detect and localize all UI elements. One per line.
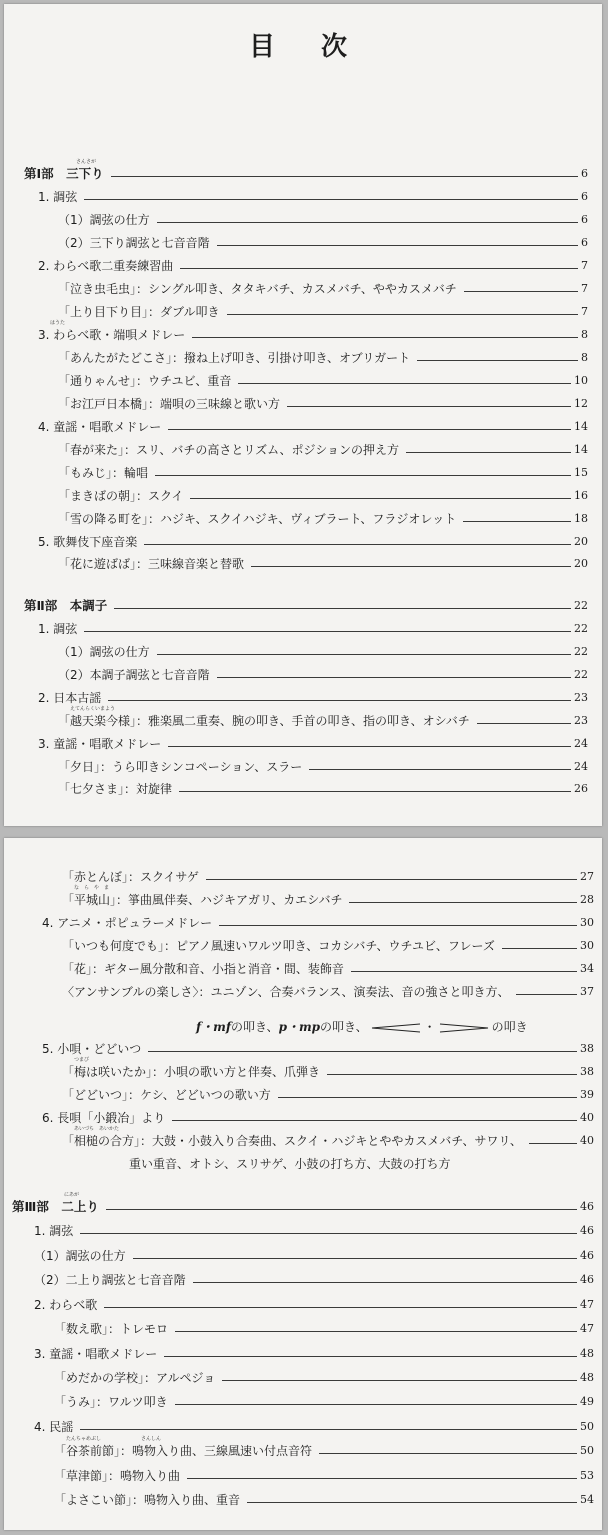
toc-leader-line [192, 337, 578, 338]
toc-entry [54, 1436, 594, 1458]
toc-entry-label: 「相槌の合方」：大鼓・小鼓入り合奏曲、スクイ・ハジキとややカスメバチ、サワリ、 [62, 1134, 522, 1148]
toc-leader-line [148, 1051, 577, 1052]
toc-entry-label: 「草津節」：鳴物入り曲 [54, 1469, 181, 1483]
toc-entry [54, 1395, 594, 1409]
toc-entry-label: （1）調弦の仕方 [58, 645, 150, 659]
toc-leader-line [287, 406, 571, 407]
toc-page-number: 22 [574, 599, 588, 612]
toc-entry-label: 1. 調弦 [38, 190, 78, 204]
toc-page-number: 30 [580, 916, 594, 929]
toc-entry-label: 「うみ」：ワルツ叩き [54, 1395, 168, 1409]
toc-page-number: 23 [574, 714, 588, 727]
toc-leader-line [168, 746, 571, 747]
toc-entry-label: （2）本調子調弦と七音音階 [58, 668, 210, 682]
toc-page-number: 15 [574, 466, 588, 479]
toc-entry [38, 622, 588, 636]
toc-entry-label: 第Ⅱ部 本調子 [24, 598, 108, 613]
toc-page-number: 48 [580, 1371, 594, 1384]
toc-entry [38, 320, 588, 342]
toc-entry [58, 782, 588, 796]
toc-entry [58, 760, 588, 774]
toc-leader-line [175, 1331, 577, 1332]
toc-entry-label: 「夕日」：うら叩きシンコペーション、スラー [58, 760, 303, 774]
toc-leader-line [80, 1429, 577, 1430]
toc-entry-label: 「いつも何度でも」：ピアノ風速いワルツ叩き、コカシバチ、ウチユビ、フレーズ [62, 939, 495, 953]
toc-page-number: 46 [580, 1200, 594, 1213]
toc-leader-line [104, 1307, 577, 1308]
dynamics-text-4: の叩き [491, 1020, 528, 1034]
toc-leader-line [111, 176, 578, 177]
toc-leader-line [180, 268, 578, 269]
toc-page-number: 50 [580, 1444, 594, 1457]
toc-page-number: 46 [580, 1224, 594, 1237]
toc-entry [54, 1469, 594, 1483]
toc-entry [38, 737, 588, 751]
toc-entry [34, 1298, 594, 1312]
toc-leader-line [190, 498, 571, 499]
toc-leader-line [133, 1258, 577, 1259]
toc-leader-line [193, 1282, 577, 1283]
toc-entry-label: 「あんたがたどこさ」：撥ね上げ叩き、引掛け叩き、オブリガート [58, 351, 411, 365]
toc-entry-label: （1）調弦の仕方 [58, 213, 150, 227]
toc-entry [62, 870, 594, 884]
toc-page-number: 38 [580, 1042, 594, 1055]
toc-entry-label: 「もみじ」：輪唱 [58, 466, 149, 480]
toc-entry-label: 第Ⅲ部 二上り [12, 1199, 99, 1214]
toc-leader-line [144, 544, 571, 545]
toc-entry [58, 557, 588, 571]
crescendo-icon [371, 1023, 421, 1033]
toc-page-number: 34 [580, 962, 594, 975]
toc-page-2 [4, 838, 602, 1530]
entry-continuation: 重い重音、オトシ、スリサゲ、小鼓の打ち方、大鼓の打ち方 [129, 1157, 451, 1171]
toc-page-number: 40 [580, 1134, 594, 1147]
toc-entry-label: 4. 童謡・唱歌メドレー [38, 420, 162, 434]
toc-entry-label: 第Ⅰ部 三下り [24, 166, 104, 181]
toc-leader-line [187, 1478, 577, 1479]
toc-part-heading [12, 1192, 594, 1214]
toc-leader-line [278, 1097, 577, 1098]
toc-page-number: 16 [574, 489, 588, 502]
toc-part-heading [24, 159, 588, 181]
f-mf-marking: f・mf [196, 1020, 232, 1034]
toc-entry-label: 「越天楽今様」：雅楽風二重奏、腕の叩き、手首の叩き、指の叩き、オシバチ [58, 714, 470, 728]
toc-entry-label: （1）調弦の仕方 [34, 1249, 126, 1263]
toc-page-number: 24 [574, 737, 588, 750]
toc-page-number: 8 [581, 351, 588, 364]
toc-entry-ruby: あいづち あいかた [74, 1126, 120, 1132]
toc-entry-label: 3. 童謡・唱歌メドレー [38, 737, 162, 751]
toc-leader-line [463, 521, 571, 522]
toc-entry-ruby: はうた [50, 320, 66, 326]
toc-entry [58, 236, 588, 250]
toc-entry [34, 1249, 594, 1263]
toc-leader-line [164, 1356, 577, 1357]
toc-entry [34, 1420, 594, 1434]
toc-leader-line [179, 791, 571, 792]
toc-page-number: 40 [580, 1111, 594, 1124]
toc-leader-line [406, 452, 571, 453]
dynamics-text-1: の叩き、 [231, 1020, 279, 1034]
toc-page-1 [4, 4, 602, 826]
toc-leader-line [222, 1380, 577, 1381]
toc-entry [38, 259, 588, 273]
toc-leader-line [516, 994, 577, 995]
toc-leader-line [217, 245, 578, 246]
toc-entry-ruby: えてんらくいまよう [70, 706, 116, 712]
toc-entry-ruby: つまび [74, 1057, 90, 1063]
toc-page-number: 20 [574, 535, 588, 548]
toc-entry-label: 「めだかの学校」：アルペジョ [54, 1371, 216, 1385]
toc-entry-label: 「梅は咲いたか」：小唄の歌い方と伴奏、爪弾き [62, 1065, 321, 1079]
toc-leader-line [327, 1074, 577, 1075]
toc-page-number: 14 [574, 420, 588, 433]
toc-page-number: 50 [580, 1420, 594, 1433]
toc-entry-label: 1. 調弦 [38, 622, 78, 636]
toc-entry [58, 668, 588, 682]
toc-leader-line [84, 199, 578, 200]
p-mp-marking: p・mp [278, 1020, 321, 1034]
toc-entry [58, 305, 588, 319]
toc-leader-line [251, 566, 571, 567]
toc-page-number: 39 [580, 1088, 594, 1101]
toc-entry-label: 「泣き虫毛虫」：シングル叩き、タタキバチ、カスメバチ、ややカスメバチ [58, 282, 457, 296]
toc-leader-line [351, 971, 577, 972]
toc-entry-label: 4. 民謡 [34, 1420, 74, 1434]
toc-page-number: 18 [574, 512, 588, 525]
toc-entry [62, 1057, 594, 1079]
toc-entry-label: 「花」：ギター風分散和音、小指と消音・間、装飾音 [62, 962, 344, 976]
toc-entry [38, 535, 588, 549]
toc-entry-ruby: さんさが [76, 159, 97, 165]
toc-page-number: 20 [574, 557, 588, 570]
toc-page-number: 22 [574, 668, 588, 681]
toc-entry-label: 2. 日本古謡 [38, 691, 102, 705]
toc-page-number: 46 [580, 1249, 594, 1262]
toc-leader-line [238, 383, 571, 384]
toc-entry-label: 「花に遊ばば」：三味線音楽と替歌 [58, 557, 245, 571]
toc-entry-label: 「春が来た」：スリ、バチの高さとリズム、ポジションの押え方 [58, 443, 399, 457]
toc-page-number: 23 [574, 691, 588, 704]
toc-entry [58, 443, 588, 457]
toc-page-number: 24 [574, 760, 588, 773]
toc-leader-line [502, 948, 577, 949]
toc-entry-label: 4. アニメ・ポピュラーメドレー [42, 916, 213, 930]
toc-entry [34, 1273, 594, 1287]
dynamics-text-2: の叩き、 [320, 1020, 368, 1034]
toc-entry [58, 645, 588, 659]
toc-entry-label: 「七夕さま」：対旋律 [58, 782, 173, 796]
toc-entry [58, 351, 588, 365]
toc-entry-ruby: にあが [64, 1192, 80, 1198]
toc-page-number: 37 [580, 985, 594, 998]
toc-leader-line [114, 608, 571, 609]
toc-entry [58, 397, 588, 411]
toc-entry [62, 885, 594, 907]
toc-entry [62, 985, 594, 999]
toc-page-number: 6 [581, 190, 588, 203]
toc-page-number: 46 [580, 1273, 594, 1286]
toc-entry-label: 「まきばの朝」：スクイ [58, 489, 184, 503]
toc-leader-line [108, 700, 571, 701]
toc-page-number: 53 [580, 1469, 594, 1482]
toc-entry-label: 「どどいつ」：ケシ、どどいつの歌い方 [62, 1088, 271, 1102]
toc-leader-line [84, 631, 571, 632]
toc-page-number: 7 [581, 282, 588, 295]
toc-entry-label: （2）二上り調弦と七音音階 [34, 1273, 186, 1287]
toc-entry [42, 916, 594, 930]
toc-entry-label: 「上り目下り目」：ダブル叩き [58, 305, 220, 319]
toc-leader-line [175, 1404, 577, 1405]
toc-leader-line [217, 677, 571, 678]
toc-leader-line [157, 222, 578, 223]
toc-leader-line [477, 723, 571, 724]
toc-page-number: 38 [580, 1065, 594, 1078]
toc-entry [58, 512, 588, 526]
toc-entry [54, 1493, 594, 1507]
toc-entry [38, 691, 588, 705]
toc-entry [58, 374, 588, 388]
toc-entry-label: 「よさこい節」：鳴物入り曲、重音 [54, 1493, 241, 1507]
toc-entry [58, 213, 588, 227]
toc-entry [58, 466, 588, 480]
toc-page-number: 7 [581, 259, 588, 272]
toc-entry [58, 489, 588, 503]
toc-page-number: 27 [580, 870, 594, 883]
toc-entry-label: （2）三下り調弦と七音音階 [58, 236, 210, 250]
toc-part-heading [24, 599, 588, 613]
toc-page-number: 26 [574, 782, 588, 795]
toc-entry [38, 420, 588, 434]
toc-entry-label: 2. わらべ歌 [34, 1298, 98, 1312]
toc-entry-label: 1. 調弦 [34, 1224, 74, 1238]
toc-leader-line [157, 654, 571, 655]
toc-leader-line [219, 925, 577, 926]
toc-entry-label: 3. わらべ歌・端唄メドレー [38, 328, 186, 342]
page-title: 目 次 [248, 32, 357, 62]
toc-entry-label: 「数え歌」：トレモロ [54, 1322, 169, 1336]
toc-entry-label: 「お江戸日本橋」：端唄の三味線と歌い方 [58, 397, 281, 411]
decrescendo-icon [439, 1023, 489, 1033]
toc-entry [62, 962, 594, 976]
toc-page-number: 54 [580, 1493, 594, 1506]
toc-entry [38, 190, 588, 204]
toc-entry [58, 282, 588, 296]
toc-entry-label: 「平城山」：箏曲風伴奏、ハジキアガリ、カエシバチ [62, 893, 343, 907]
toc-page-number: 6 [581, 213, 588, 226]
toc-leader-line [319, 1453, 577, 1454]
toc-entry-label: 5. 歌舞伎下座音楽 [38, 535, 138, 549]
toc-entry-label: 「雪の降る町を」：ハジキ、スクイハジキ、ヴィブラート、フラジオレット [58, 512, 457, 526]
toc-entry-ruby: な ら や ま [74, 885, 110, 891]
toc-leader-line [155, 475, 571, 476]
toc-page-number: 48 [580, 1347, 594, 1360]
toc-entry [42, 1042, 594, 1056]
toc-entry-label: 3. 童謡・唱歌メドレー [34, 1347, 158, 1361]
toc-entry-label: 「谷茶前節」：鳴物入り曲、三線風速い付点音符 [54, 1444, 313, 1458]
toc-leader-line [106, 1209, 577, 1210]
toc-leader-line [172, 1120, 577, 1121]
toc-page-number: 22 [574, 622, 588, 635]
toc-page-number: 7 [581, 305, 588, 318]
toc-page-number: 22 [574, 645, 588, 658]
toc-leader-line [417, 360, 578, 361]
toc-leader-line [206, 879, 577, 880]
toc-leader-line [309, 769, 571, 770]
toc-page-number: 30 [580, 939, 594, 952]
toc-entry [62, 1126, 594, 1148]
toc-page-number: 49 [580, 1395, 594, 1408]
toc-entry-label: 2. わらべ歌二重奏練習曲 [38, 259, 174, 273]
toc-entry-label: 「通りゃんせ」：ウチユビ、重音 [58, 374, 232, 388]
toc-entry-ruby: たんちゃめぶし さんしん [66, 1436, 162, 1442]
toc-leader-line [227, 314, 578, 315]
toc-page-number: 14 [574, 443, 588, 456]
toc-page-number: 47 [580, 1322, 594, 1335]
toc-entry-label: 5. 小唄・どどいつ [42, 1042, 142, 1056]
toc-page-number: 47 [580, 1298, 594, 1311]
toc-leader-line [80, 1233, 577, 1234]
dynamics-line [196, 1020, 528, 1034]
toc-leader-line [464, 291, 578, 292]
toc-entry [34, 1347, 594, 1361]
toc-page-number: 10 [574, 374, 588, 387]
toc-entry [34, 1224, 594, 1238]
toc-page-number: 12 [574, 397, 588, 410]
toc-entry [62, 939, 594, 953]
toc-leader-line [349, 902, 577, 903]
toc-entry [58, 706, 588, 728]
toc-entry [54, 1322, 594, 1336]
toc-page-number: 8 [581, 328, 588, 341]
toc-entry [42, 1111, 594, 1125]
toc-page-number: 28 [580, 893, 594, 906]
toc-entry-label: 6. 長唄「小鍛冶」より [42, 1111, 166, 1125]
toc-entry-label: 〈アンサンブルの楽しさ〉：ユニゾン、合奏バランス、演奏法、音の強さと叩き方、 [62, 985, 510, 999]
dynamics-text-3: ・ [423, 1020, 436, 1034]
toc-page-number: 6 [581, 236, 588, 249]
toc-leader-line [168, 429, 571, 430]
toc-leader-line [529, 1143, 577, 1144]
toc-entry [54, 1371, 594, 1385]
toc-leader-line [247, 1502, 577, 1503]
toc-page-number: 6 [581, 167, 588, 180]
toc-entry-label: 「赤とんぼ」：スクイサゲ [62, 870, 199, 884]
toc-entry [62, 1088, 594, 1102]
